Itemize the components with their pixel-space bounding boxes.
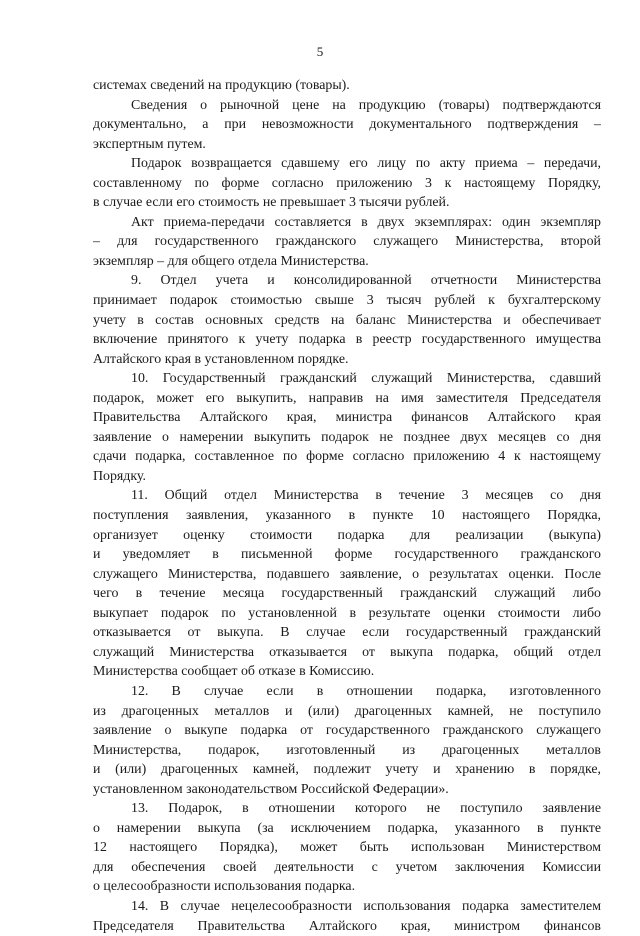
- text-line: выкупает подарок по установленной в результате оценки стоимости либо: [93, 605, 601, 621]
- text-line: сдачи подарка, составленное по форме согласно приложению 4 к настоящему: [93, 449, 601, 465]
- text-line: экземпляр – для общего отдела Министерства.: [93, 253, 369, 269]
- text-line: установленном законодательством Российской Федерации».: [93, 781, 449, 797]
- text-line: системах сведений на продукцию (товары).: [93, 78, 350, 93]
- text-line: Правительства Алтайского края, министра финансов Алтайского края: [93, 410, 601, 426]
- text-line: 9. Отдел учета и консолидированной отчетности Министерства: [131, 273, 601, 289]
- text-line: 13. Подарок, в отношении которого не поступило заявление: [131, 801, 601, 817]
- text-line: организует оценку стоимости подарка для реализации (выкупа): [93, 527, 601, 543]
- text-line: Министерства сообщает об отказе в Комиссию.: [93, 664, 375, 680]
- text-line: Сведения о рыночной цене на продукцию (товары) подтверждаются: [131, 97, 601, 113]
- text-line: служащего Министерства, подавшего заявление, о результатах оценки. После: [93, 566, 601, 582]
- text-line: для обеспечения своей деятельности с учетом заключения Комиссии: [93, 859, 601, 875]
- text-line: составленному по форме согласно приложению 3 к настоящему Порядку,: [93, 175, 601, 191]
- text-line: – для государственного гражданского служащего Министерства, второй: [93, 234, 601, 250]
- text-line: чего в течение месяца государственный гражданский служащий либо: [93, 586, 601, 602]
- text-line: о намерении выкупа (за исключением подарка, указанного в пункте: [93, 820, 601, 836]
- text-line: 10. Государственный гражданский служащий Министерства, сдавший: [131, 371, 601, 387]
- text-line: Акт приема-передачи составляется в двух экземплярах: один экземпляр: [131, 214, 601, 230]
- text-line: 11. Общий отдел Министерства в течение 3 месяцев со дня: [131, 488, 601, 504]
- page-number: 5: [316, 44, 324, 59]
- text-line: Порядку.: [93, 468, 146, 484]
- text-line: о целесообразности использования подарка.: [93, 879, 356, 895]
- text-line: экспертным путем.: [93, 136, 206, 152]
- text-line: и (или) драгоценных камней, подлежит учету и хранению в порядке,: [93, 762, 601, 778]
- text-line: включение принятого к учету подарка в реестр государственного имущества: [93, 332, 601, 348]
- text-line: принимает подарок стоимостью свыше 3 тысяч рублей к бухгалтерскому: [93, 293, 601, 309]
- text-line: Подарок возвращается сдавшему его лицу по акту приема – передачи,: [131, 156, 601, 172]
- text-line: из драгоценных металлов и (или) драгоценных камней, не поступило: [93, 703, 601, 719]
- text-line: учету в состав основных средств на баланс Министерства и обеспечивает: [93, 312, 601, 328]
- document-body: [93, 76, 601, 936]
- text-line: 12. В случае если в отношении подарка, изготовленного: [131, 683, 601, 699]
- text-line: документально, а при невозможности документального подтверждения –: [93, 117, 601, 133]
- text-line: Алтайского края в установленном порядке.: [93, 351, 349, 367]
- text-line: заявление о намерении выкупить подарок не позднее двух месяцев со дня: [93, 429, 601, 445]
- text-line: поступления заявления, указанного в пункте 10 настоящего Порядка,: [93, 508, 601, 524]
- text-line: в случае если его стоимость не превышает 3 тысячи рублей.: [93, 195, 450, 211]
- text-line: 12 настоящего Порядка), может быть использован Министерством: [93, 840, 601, 856]
- text-line: подарок, может его выкупить, направив на имя заместителя Председателя: [93, 390, 601, 406]
- text-line: Министерства, подарок, изготовленный из драгоценных металлов: [93, 742, 601, 758]
- text-line: отказывается от выкупа. В случае если государственный гражданский: [93, 625, 601, 641]
- text-line: заявление о выкупе подарка от государственного гражданского служащего: [93, 723, 601, 739]
- text-line: и уведомляет в письменной форме государственного гражданского: [93, 547, 601, 563]
- text-line: служащий Министерства отказывается от выкупа подарка, общий отдел: [93, 644, 601, 660]
- text-line: 14. В случае нецелесообразности использования подарка заместителем: [131, 898, 601, 914]
- text-line: Председателя Правительства Алтайского края, министром финансов: [93, 918, 601, 934]
